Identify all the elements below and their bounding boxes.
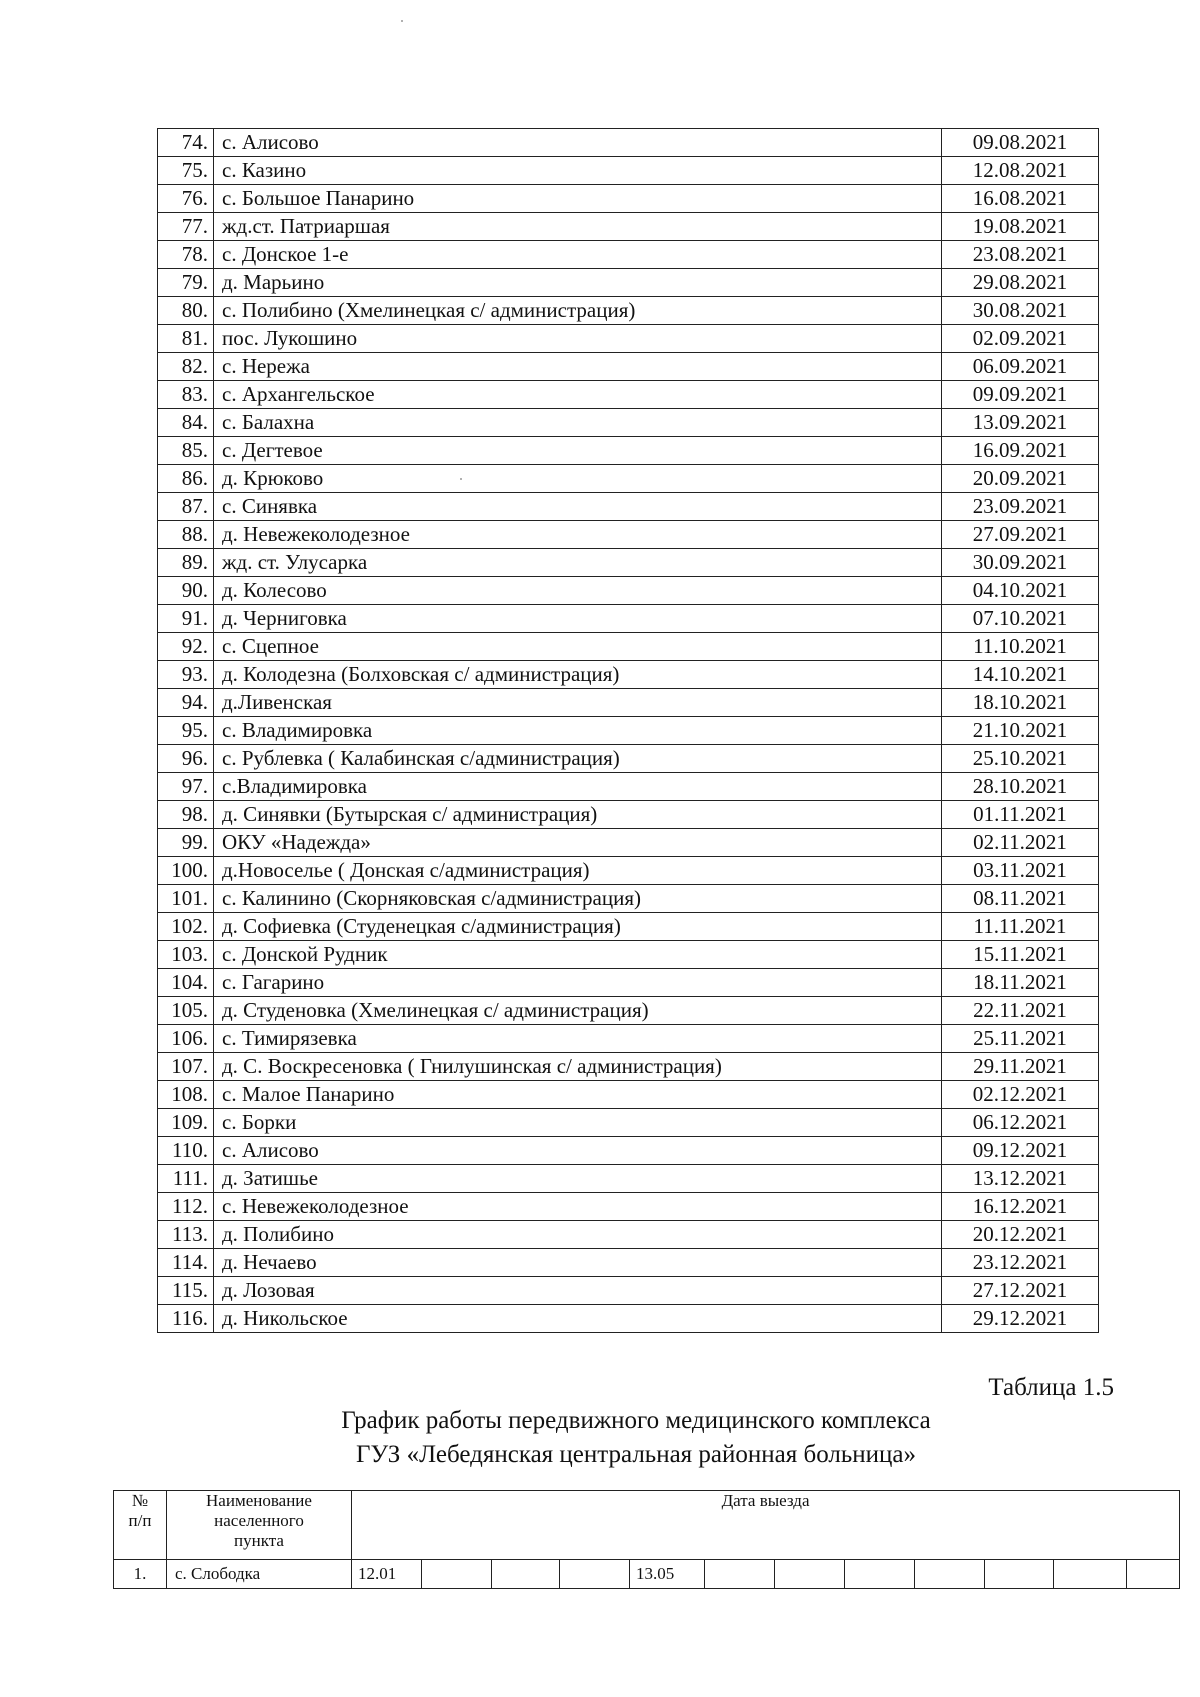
- visit-date-cell: 30.08.2021: [942, 297, 1099, 325]
- settlement-cell: с. Гагарино: [214, 969, 942, 997]
- table-row: [158, 885, 1099, 913]
- visit-date-cell: 28.10.2021: [942, 773, 1099, 801]
- table-row: [158, 493, 1099, 521]
- schedule-table-body: [158, 129, 1099, 1333]
- row-number-cell: 94.: [158, 689, 214, 717]
- row-number-cell: 95.: [158, 717, 214, 745]
- visit-date-cell: 20.09.2021: [942, 465, 1099, 493]
- row-number-cell: 116.: [158, 1305, 214, 1333]
- row-number-cell: 108.: [158, 1081, 214, 1109]
- visit-date-cell: 06.09.2021: [942, 353, 1099, 381]
- table-row: [158, 1193, 1099, 1221]
- row-date-cell: [422, 1560, 492, 1589]
- row-number-cell: 112.: [158, 1193, 214, 1221]
- mobile-table-row: [114, 1560, 1180, 1589]
- visit-date-cell: 03.11.2021: [942, 857, 1099, 885]
- visit-date-cell: 11.11.2021: [942, 913, 1099, 941]
- visit-date-cell: 09.12.2021: [942, 1137, 1099, 1165]
- settlement-cell: с. Калинино (Скорняковская с/администрация): [214, 885, 942, 913]
- table-row: [158, 689, 1099, 717]
- table-row: [158, 549, 1099, 577]
- header-num-line-1: №: [131, 1491, 149, 1510]
- settlement-cell: жд. ст. Улусарка: [214, 549, 942, 577]
- table-row: [158, 409, 1099, 437]
- visit-date-cell: 09.09.2021: [942, 381, 1099, 409]
- table-row: [158, 1249, 1099, 1277]
- row-number-cell: 99.: [158, 829, 214, 857]
- table-row: [158, 829, 1099, 857]
- table-row: [158, 381, 1099, 409]
- settlement-cell: с. Рублевка ( Калабинская с/администрация): [214, 745, 942, 773]
- row-number-cell: 88.: [158, 521, 214, 549]
- visit-date-cell: 09.08.2021: [942, 129, 1099, 157]
- visit-date-cell: 12.08.2021: [942, 157, 1099, 185]
- table-row: [158, 1081, 1099, 1109]
- row-number-cell: 96.: [158, 745, 214, 773]
- visit-date-cell: 23.12.2021: [942, 1249, 1099, 1277]
- table-row: [158, 1109, 1099, 1137]
- visit-date-cell: 02.12.2021: [942, 1081, 1099, 1109]
- table-row: [158, 773, 1099, 801]
- row-number-cell: 79.: [158, 269, 214, 297]
- settlement-cell: с. Алисово: [214, 1137, 942, 1165]
- row-number-cell: 91.: [158, 605, 214, 633]
- table-row: [158, 1137, 1099, 1165]
- header-name-line-2: населенного: [214, 1511, 304, 1530]
- visit-date-cell: 15.11.2021: [942, 941, 1099, 969]
- table-row: [158, 465, 1099, 493]
- table-row: [158, 745, 1099, 773]
- table-row: [158, 969, 1099, 997]
- visit-date-cell: 27.12.2021: [942, 1277, 1099, 1305]
- table-row: [158, 941, 1099, 969]
- table-row: [158, 353, 1099, 381]
- table-row: [158, 521, 1099, 549]
- row-number-cell: 103.: [158, 941, 214, 969]
- row-number-cell: 109.: [158, 1109, 214, 1137]
- table-row: [158, 1305, 1099, 1333]
- settlement-cell: с. Малое Панарино: [214, 1081, 942, 1109]
- settlement-cell: д. Затишье: [214, 1165, 942, 1193]
- row-number-cell: 97.: [158, 773, 214, 801]
- header-num-line-2: п/п: [128, 1511, 152, 1530]
- row-number-cell: 105.: [158, 997, 214, 1025]
- table-row: [158, 801, 1099, 829]
- table-row: [158, 661, 1099, 689]
- row-number-cell: 81.: [158, 325, 214, 353]
- settlement-cell: с. Алисово: [214, 129, 942, 157]
- row-number-cell: 80.: [158, 297, 214, 325]
- visit-date-cell: 29.11.2021: [942, 1053, 1099, 1081]
- visit-date-cell: 18.11.2021: [942, 969, 1099, 997]
- settlement-cell: д. Никольское: [214, 1305, 942, 1333]
- row-number-cell: 113.: [158, 1221, 214, 1249]
- row-date-cell: 12.01: [352, 1560, 422, 1589]
- visit-date-cell: 13.12.2021: [942, 1165, 1099, 1193]
- row-number-cell: 87.: [158, 493, 214, 521]
- visit-date-cell: 20.12.2021: [942, 1221, 1099, 1249]
- settlement-cell: д. Невежеколодезное: [214, 521, 942, 549]
- header-date-cell: Дата выезда: [352, 1491, 1180, 1560]
- row-number-cell: 77.: [158, 213, 214, 241]
- mobile-table-header-row: [114, 1491, 1180, 1560]
- row-number-cell: 85.: [158, 437, 214, 465]
- settlement-cell: с. Синявка: [214, 493, 942, 521]
- row-number-cell: 86.: [158, 465, 214, 493]
- visit-date-cell: 16.12.2021: [942, 1193, 1099, 1221]
- settlement-cell: д. Колесово: [214, 577, 942, 605]
- settlement-cell: с. Большое Панарино: [214, 185, 942, 213]
- row-date-cell: 13.05: [630, 1560, 705, 1589]
- row-number-cell: 111.: [158, 1165, 214, 1193]
- table-row: [158, 129, 1099, 157]
- settlement-cell: д. Софиевка (Студенецкая с/администрация): [214, 913, 942, 941]
- row-number-cell: 90.: [158, 577, 214, 605]
- row-number-cell: 83.: [158, 381, 214, 409]
- row-number-cell: 101.: [158, 885, 214, 913]
- table-row: [158, 1277, 1099, 1305]
- header-name-line-3: пункта: [234, 1531, 284, 1550]
- table-row: [158, 605, 1099, 633]
- row-number-cell: 93.: [158, 661, 214, 689]
- visit-date-cell: 27.09.2021: [942, 521, 1099, 549]
- settlement-cell: с. Владимировка: [214, 717, 942, 745]
- table-row: [158, 157, 1099, 185]
- table-row: [158, 857, 1099, 885]
- row-number-cell: 82.: [158, 353, 214, 381]
- visit-date-cell: 21.10.2021: [942, 717, 1099, 745]
- mobile-complex-table: [113, 1490, 1180, 1589]
- row-number-cell: 84.: [158, 409, 214, 437]
- visit-date-cell: 22.11.2021: [942, 997, 1099, 1025]
- table-number-label: Таблица 1.5: [988, 1374, 1114, 1401]
- scan-speck: [401, 20, 403, 22]
- settlement-cell: д.Новоселье ( Донская с/администрация): [214, 857, 942, 885]
- visit-date-cell: 29.08.2021: [942, 269, 1099, 297]
- visit-date-cell: 06.12.2021: [942, 1109, 1099, 1137]
- settlement-cell: с. Сцепное: [214, 633, 942, 661]
- schedule-table: [157, 128, 1099, 1333]
- header-name-line-1: Наименование: [206, 1491, 312, 1510]
- row-number-cell: 89.: [158, 549, 214, 577]
- visit-date-cell: 04.10.2021: [942, 577, 1099, 605]
- header-num-cell: [114, 1491, 167, 1560]
- table-row: [158, 1165, 1099, 1193]
- row-name-cell: с. Слободка: [167, 1560, 352, 1589]
- visit-date-cell: 14.10.2021: [942, 661, 1099, 689]
- table-row: [158, 437, 1099, 465]
- settlement-cell: д. Крюково: [214, 465, 942, 493]
- visit-date-cell: 29.12.2021: [942, 1305, 1099, 1333]
- visit-date-cell: 07.10.2021: [942, 605, 1099, 633]
- visit-date-cell: 30.09.2021: [942, 549, 1099, 577]
- row-date-cell: [560, 1560, 630, 1589]
- settlement-cell: д. Колодезна (Болховская с/ администрация): [214, 661, 942, 689]
- row-number-cell: 115.: [158, 1277, 214, 1305]
- visit-date-cell: 18.10.2021: [942, 689, 1099, 717]
- settlement-cell: д. Черниговка: [214, 605, 942, 633]
- settlement-cell: с. Невежеколодезное: [214, 1193, 942, 1221]
- row-number-cell: 104.: [158, 969, 214, 997]
- row-date-cell: [985, 1560, 1054, 1589]
- table-row: [158, 241, 1099, 269]
- settlement-cell: с. Тимирязевка: [214, 1025, 942, 1053]
- row-number-cell: 106.: [158, 1025, 214, 1053]
- visit-date-cell: 19.08.2021: [942, 213, 1099, 241]
- row-number-cell: 75.: [158, 157, 214, 185]
- settlement-cell: с. Балахна: [214, 409, 942, 437]
- visit-date-cell: 25.11.2021: [942, 1025, 1099, 1053]
- visit-date-cell: 02.09.2021: [942, 325, 1099, 353]
- table-row: [158, 717, 1099, 745]
- table-row: [158, 633, 1099, 661]
- settlement-cell: с. Нережа: [214, 353, 942, 381]
- settlement-cell: д.Ливенская: [214, 689, 942, 717]
- settlement-cell: с. Полибино (Хмелинецкая с/ администрация): [214, 297, 942, 325]
- row-date-cell: [915, 1560, 985, 1589]
- table-row: [158, 1025, 1099, 1053]
- settlement-cell: д. Синявки (Бутырская с/ администрация): [214, 801, 942, 829]
- settlement-cell: д. Нечаево: [214, 1249, 942, 1277]
- settlement-cell: д. С. Воскресеновка ( Гнилушинская с/ администрация): [214, 1053, 942, 1081]
- row-number-cell: 102.: [158, 913, 214, 941]
- table-row: [158, 1221, 1099, 1249]
- row-date-cell: [705, 1560, 775, 1589]
- table-row: [158, 325, 1099, 353]
- row-date-cell: [492, 1560, 560, 1589]
- visit-date-cell: 25.10.2021: [942, 745, 1099, 773]
- visit-date-cell: 13.09.2021: [942, 409, 1099, 437]
- row-number-cell: 98.: [158, 801, 214, 829]
- table-row: [158, 297, 1099, 325]
- row-number-cell: 107.: [158, 1053, 214, 1081]
- table-title-line-2: ГУЗ «Лебедянская центральная районная больница»: [355, 1441, 917, 1468]
- visit-date-cell: 11.10.2021: [942, 633, 1099, 661]
- settlement-cell: с.Владимировка: [214, 773, 942, 801]
- visit-date-cell: 23.08.2021: [942, 241, 1099, 269]
- table-row: [158, 269, 1099, 297]
- row-date-cell: [775, 1560, 845, 1589]
- row-date-cell: [1127, 1560, 1180, 1589]
- settlement-cell: жд.ст. Патриаршая: [214, 213, 942, 241]
- visit-date-cell: 23.09.2021: [942, 493, 1099, 521]
- settlement-cell: д. Полибино: [214, 1221, 942, 1249]
- row-number-cell: 92.: [158, 633, 214, 661]
- table-row: [158, 213, 1099, 241]
- settlement-cell: с. Борки: [214, 1109, 942, 1137]
- settlement-cell: д. Лозовая: [214, 1277, 942, 1305]
- visit-date-cell: 01.11.2021: [942, 801, 1099, 829]
- settlement-cell: с. Дегтевое: [214, 437, 942, 465]
- table-row: [158, 577, 1099, 605]
- table-row: [158, 997, 1099, 1025]
- table-row: [158, 185, 1099, 213]
- table-row: [158, 1053, 1099, 1081]
- row-date-cell: [845, 1560, 915, 1589]
- row-number-cell: 110.: [158, 1137, 214, 1165]
- settlement-cell: с. Донской Рудник: [214, 941, 942, 969]
- row-date-cell: [1054, 1560, 1127, 1589]
- row-number-cell: 76.: [158, 185, 214, 213]
- settlement-cell: с. Казино: [214, 157, 942, 185]
- settlement-cell: с. Архангельское: [214, 381, 942, 409]
- settlement-cell: с. Донское 1-е: [214, 241, 942, 269]
- visit-date-cell: 16.09.2021: [942, 437, 1099, 465]
- row-number-cell: 74.: [158, 129, 214, 157]
- row-num-cell: 1.: [114, 1560, 167, 1589]
- settlement-cell: пос. Лукошино: [214, 325, 942, 353]
- visit-date-cell: 16.08.2021: [942, 185, 1099, 213]
- visit-date-cell: 08.11.2021: [942, 885, 1099, 913]
- table-row: [158, 913, 1099, 941]
- row-number-cell: 100.: [158, 857, 214, 885]
- settlement-cell: д. Студеновка (Хмелинецкая с/ администрация): [214, 997, 942, 1025]
- table-title-line-1: График работы передвижного медицинского комплекса: [341, 1407, 931, 1434]
- settlement-cell: ОКУ «Надежда»: [214, 829, 942, 857]
- visit-date-cell: 02.11.2021: [942, 829, 1099, 857]
- row-number-cell: 114.: [158, 1249, 214, 1277]
- settlement-cell: д. Марьино: [214, 269, 942, 297]
- row-number-cell: 78.: [158, 241, 214, 269]
- header-name-cell: [167, 1491, 352, 1560]
